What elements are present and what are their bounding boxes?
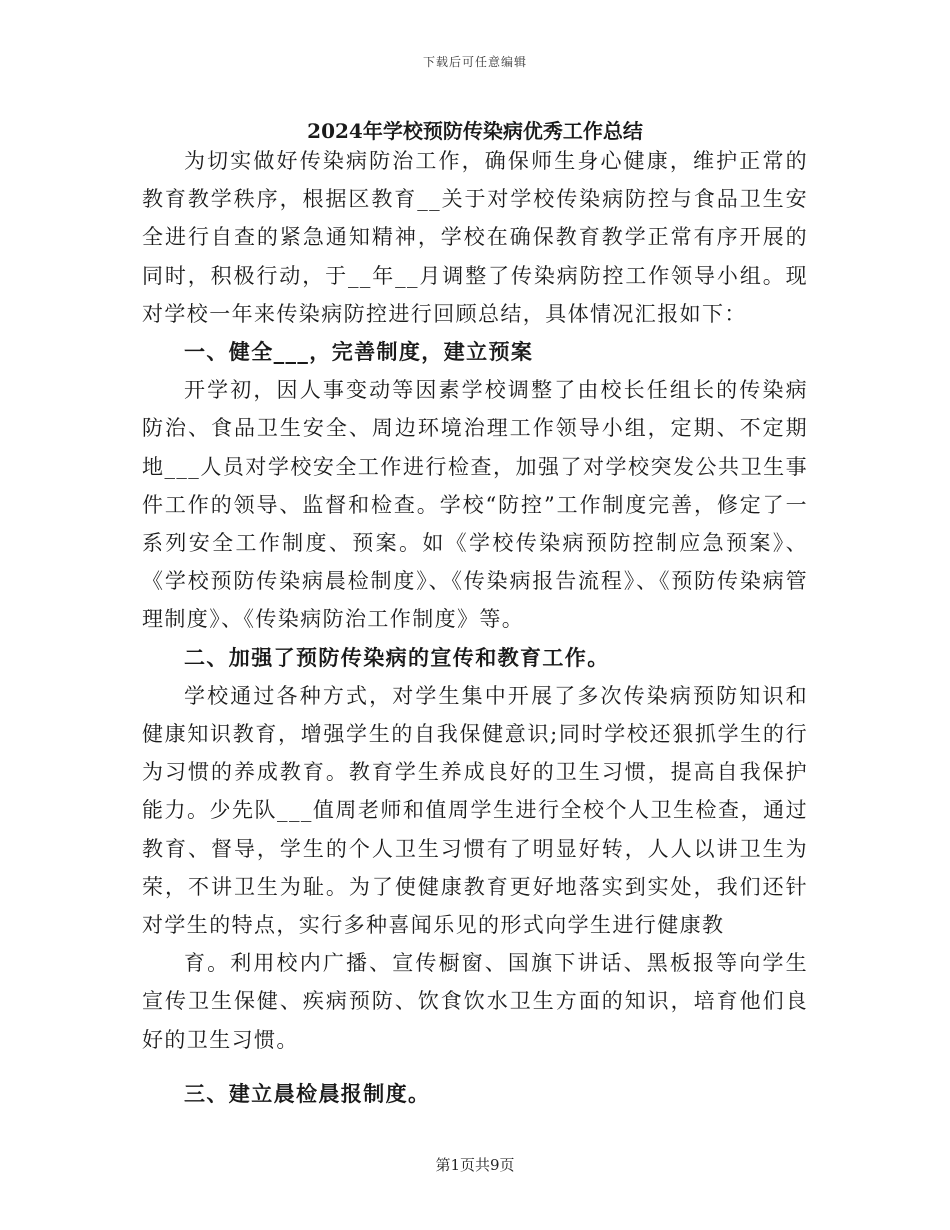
section-2-paragraph-1: 学校通过各种方式，对学生集中开展了多次传染病预防知识和健康知识教育，增强学生的自我保健意识;同时学校还狠抓学生的行为习惯的养成教育。教育学生养成良好的卫生习惯，提高自我保护能力。少先队___值周老师和值周学生进行全校个人卫生检查，通过教育、督导，学生的个人卫生习惯有了明显好转，人人以讲卫生为荣，不讲卫生为耻。为了使健康教育更好地落实到实处，我们还针对学生的特点，实行多种喜闻乐见的形式向学生进行健康教 (142, 683, 808, 938)
section-heading-1: 一、健全___，完善制度，建立预案 (184, 339, 534, 365)
document-title: 2024年学校预防传染病优秀工作总结 (307, 119, 643, 143)
intro-paragraph: 为切实做好传染病防治工作，确保师生身心健康，维护正常的教育教学秩序，根据区教育__关于对学校传染病防控与食品卫生安全进行自查的紧急通知精神，学校在确保教育教学正常有序开展的同时，积极行动，于__年__月调整了传染病防控工作领导小组。现对学校一年来传染病防控进行回顾总结，具体情况汇报如下： (142, 149, 808, 326)
document-body (142, 142, 808, 1113)
section-1-paragraph: 开学初，因人事变动等因素学校调整了由校长任组长的传染病防治、食品卫生安全、周边环境治理工作领导小组，定期、不定期地___人员对学校安全工作进行检查，加强了对学校突发公共卫生事件工作的领导、监督和检查。学校“防控”工作制度完善，修定了一系列安全工作制度、预案。如《学校传染病预防控制应急预案》、《学校预防传染病晨检制度》、《传染病报告流程》、《预防传染病管理制度》、《传染病防治工作制度》等。 (142, 378, 808, 632)
section-heading-2: 二、加强了预防传染病的宣传和教育工作。 (184, 644, 610, 670)
section-heading-3: 三、建立晨检晨报制度。 (184, 1080, 431, 1106)
page-header-note: 下载后可任意编辑 (422, 55, 527, 69)
page-footer-number: 第1页共9页 (435, 1156, 515, 1174)
section-2-paragraph-2: 育。利用校内广播、宣传橱窗、国旗下讲话、黑板报等向学生宣传卫生保健、疾病预防、饮食饮水卫生方面的知识，培育他们良好的卫生习惯。 (142, 951, 808, 1052)
